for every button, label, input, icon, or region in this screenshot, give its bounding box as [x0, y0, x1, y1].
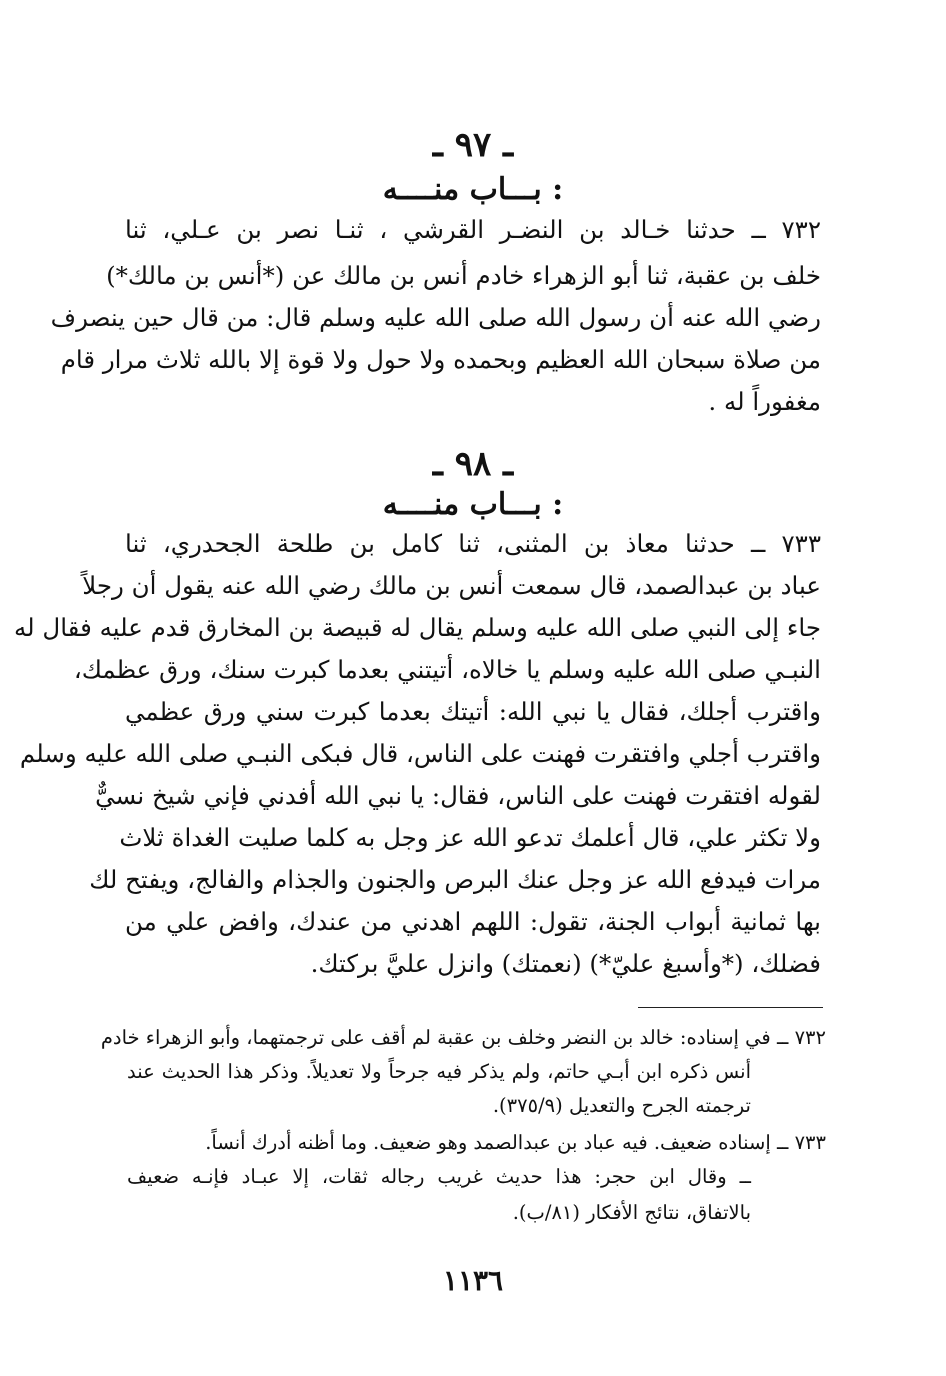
footnote-line: ــ وقال ابن حجر: هذا حديث غريب رجاله ثقات، إلا عبـاد فإنـه ضعيف	[127, 1165, 751, 1188]
hadith-line: ولا تكثر علي، قال أعلمك تدعو الله عز وجل به كلما صليت الغداة ثلاث	[119, 823, 821, 852]
section-number: ـ ٩٨ ـ	[432, 444, 514, 484]
hadith-line: خلف بن عقبة، ثنا أبو الزهراء خادم أنس بن مالك عن (*أنس بن مالك*)	[106, 261, 821, 290]
chapter-title: بـــاب منــــه :	[382, 172, 564, 207]
footnote-line: أنس ذكره ابن أبـي حاتم، ولم يذكر فيه جرحاً ولا تعديلاً. وذكر هذا الحديث عند	[127, 1060, 751, 1083]
hadith-line: واقترب أجلك، فقال يا نبي الله: أتيتك بعدما كبرت سني ورق عظمي	[125, 697, 821, 726]
chapter-title: بـــاب منــــه :	[382, 487, 564, 522]
hadith-line: ٧٣٣ ــ حدثنا معاذ بن المثنى، ثنا كامل بن طلحة الجحدري، ثنا	[125, 529, 821, 558]
footnote-line: بالاتفاق، نتائج الأفكار (٨١/ب).	[512, 1201, 751, 1224]
footnote-line: ترجمته الجرح والتعديل (٣٧٥/٩).	[492, 1094, 751, 1117]
hadith-line: بها ثمانية أبواب الجنة، تقول: اللهم اهدني من عندك، وافض علي من	[125, 907, 821, 936]
footnote-line: ٧٣٣ ــ إسناده ضعيف. فيه عباد بن عبدالصمد وهو ضعيف. وما أظنه أدرك أنساً.	[205, 1131, 826, 1154]
hadith-line: عباد بن عبدالصمد، قال سمعت أنس بن مالك رضي الله عنه يقول أن رجلاً	[82, 571, 821, 600]
hadith-line: مغفوراً له .	[708, 387, 821, 416]
hadith-line: واقترب أجلي وافتقرت فهنت على الناس، قال فبكى النبـي صلى الله عليه وسلم	[19, 739, 821, 768]
hadith-line: ٧٣٢ ــ حدثنا خـالد بن النضـر القرشي ، ثنـا نصر بن عـلي، ثنا	[125, 215, 821, 244]
hadith-line: مرات فيدفع الله عز وجل عنك البرص والجنون والجذام والفالج، ويفتح لك	[89, 865, 821, 894]
hadith-line: لقوله افتقرت فهنت على الناس، فقال: يا نبي الله أفدني فإني شيخ نسيٌّ	[95, 781, 821, 810]
footnote-line: ٧٣٢ ــ في إسناده: خالد بن النضر وخلف بن عقبة لم أقف على ترجمتهما، وأبو الزهراء خادم	[100, 1026, 826, 1049]
section-number: ـ ٩٧ ـ	[432, 125, 514, 165]
hadith-line: فضلك، (*وأسبغ عليّ*) (نعمتك) وانزل عليَّ بركتك.	[310, 949, 821, 978]
page-number: ١١٣٦	[442, 1264, 504, 1297]
hadith-line: من صلاة سبحان الله العظيم وبحمده ولا حول ولا قوة إلا بالله ثلاث مرار قام	[60, 345, 821, 374]
footnote-divider	[638, 1007, 823, 1008]
hadith-line: النبـي صلى الله عليه وسلم يا خالاه، أتيتني بعدما كبرت سنك، ورق عظمك،	[73, 655, 821, 684]
hadith-line: رضي الله عنه أن رسول الله صلى الله عليه وسلم قال: من قال حين ينصرف	[50, 303, 821, 332]
hadith-line: جاء إلى النبي صلى الله عليه وسلم يقال له قبيصة بن المخارق قدم عليه فقال له	[14, 613, 821, 642]
